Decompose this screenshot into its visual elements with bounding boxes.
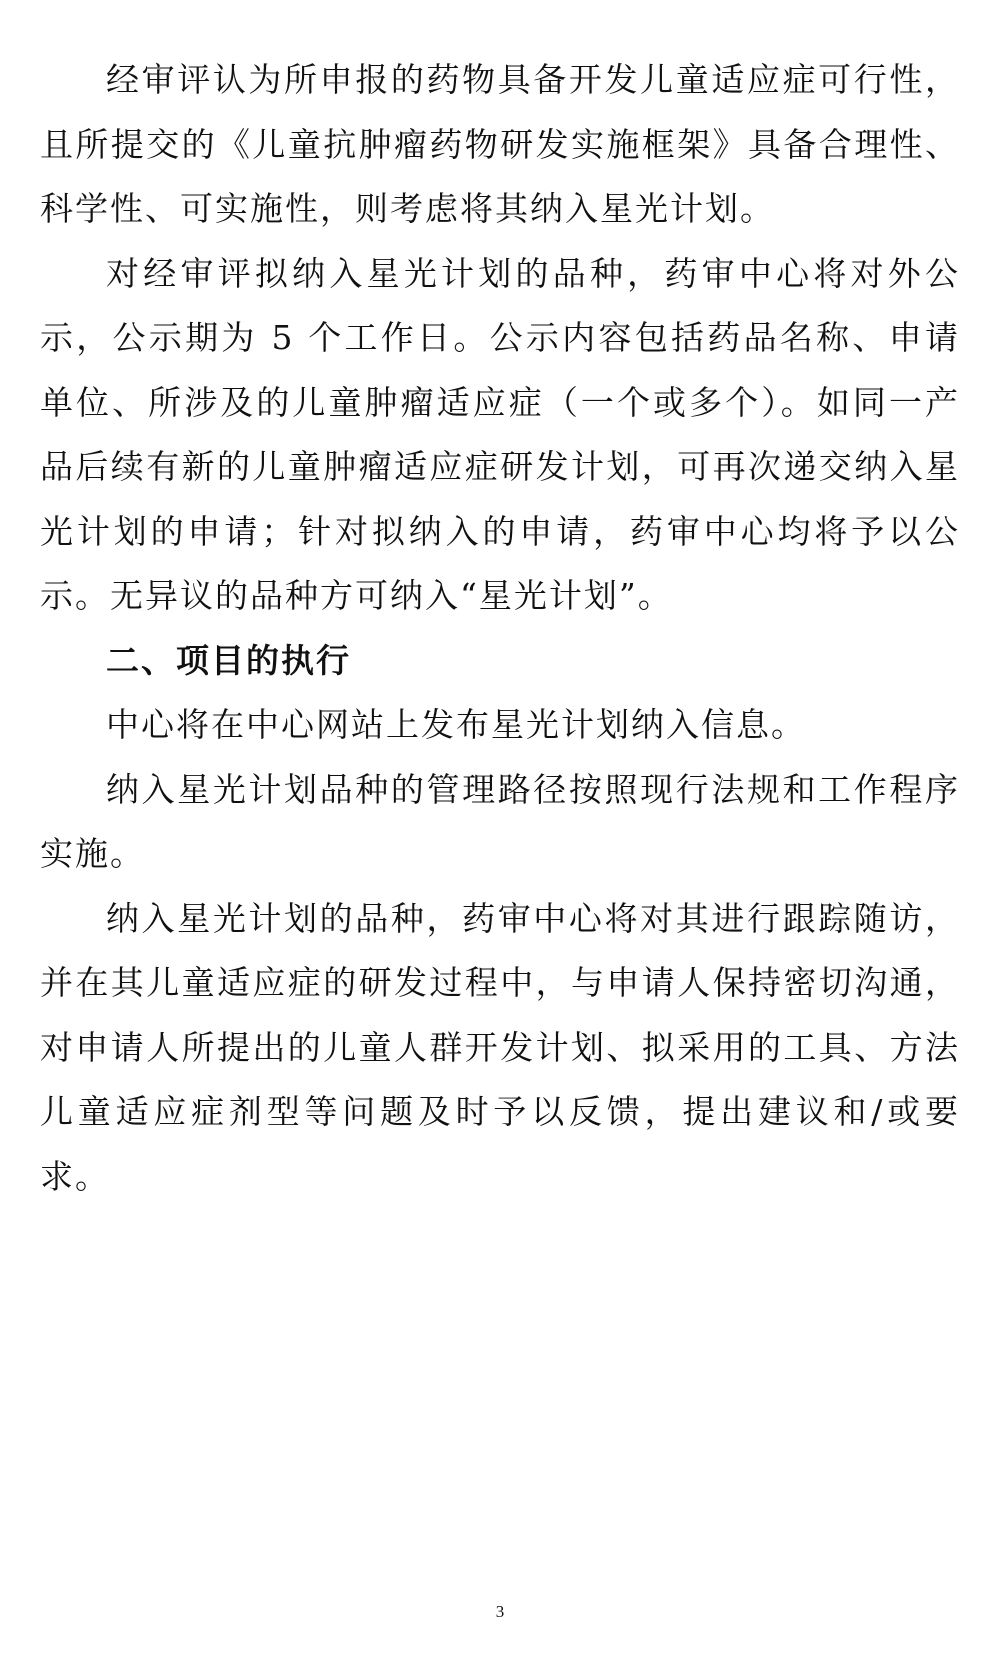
paragraph-public-notice: 对经审评拟纳入星光计划的品种，药审中心将对外公示，公示期为 5 个工作日。公示内容包括药品名称、申请单位、所涉及的儿童肿瘤适应症（一个或多个）。如同一产品后续有新的儿童肿瘤适应症研发计划，可再次递交纳入星光计划的申请；针对拟纳入的申请，药审中心均将予以公示。无异议的品种方可纳入“星光计划”。	[40, 253, 960, 615]
paragraph-review-conclusion: 经审评认为所申报的药物具备开发儿童适应症可行性，且所提交的《儿童抗肿瘤药物研发实施框架》具备合理性、科学性、可实施性，则考虑将其纳入星光计划。	[40, 60, 960, 228]
page-number: 3	[495, 1602, 505, 1621]
paragraph-website-publication: 中心将在中心网站上发布星光计划纳入信息。	[106, 705, 806, 744]
paragraph-management-path: 纳入星光计划品种的管理路径按照现行法规和工作程序实施。	[40, 769, 960, 873]
document-body	[40, 48, 960, 1209]
section-heading-project-execution: 二、项目的执行	[106, 640, 351, 680]
paragraph-follow-up: 纳入星光计划的品种，药审中心将对其进行跟踪随访，并在其儿童适应症的研发过程中，与申请人保持密切沟通，对申请人所提出的儿童人群开发计划、拟采用的工具、方法儿童适应症剂型等问题及时予以反馈，提出建议和/或要求。	[40, 898, 960, 1196]
